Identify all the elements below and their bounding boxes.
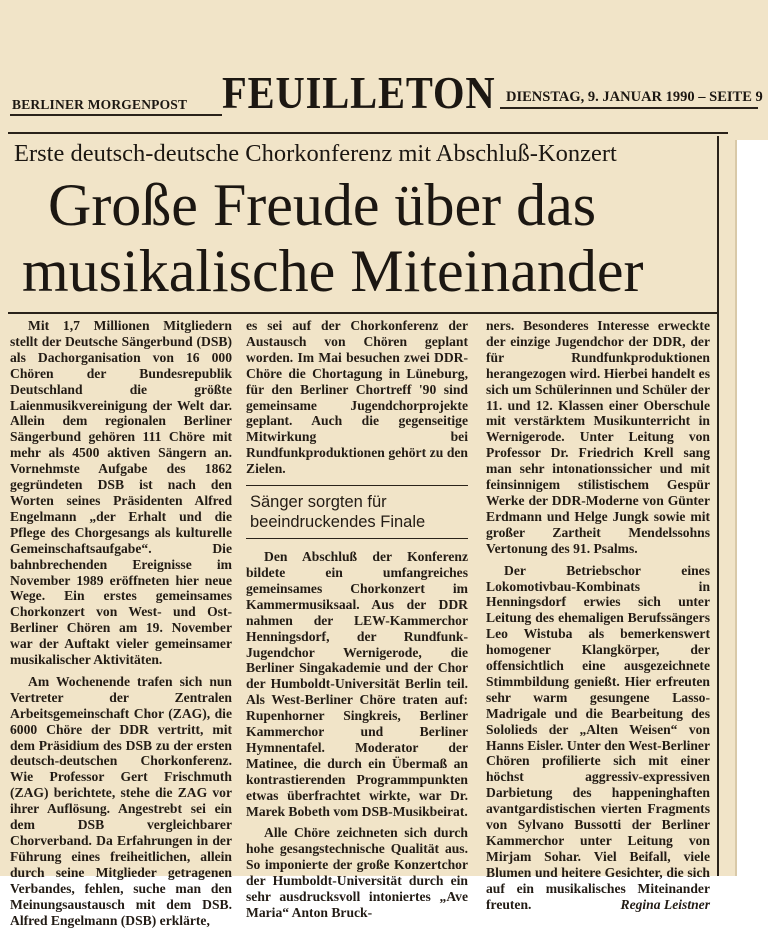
headline-rule [8,312,718,314]
kicker-line: Erste deutsch-deutsche Chorkonferenz mit Abschluß-Konzert [14,140,617,167]
clipping-edge [735,0,768,140]
paragraph [486,563,710,913]
article-column-3 [486,318,710,919]
masthead-rule-left [10,114,222,116]
headline [22,172,728,304]
paragraph: Alle Chöre zeichneten sich durch hohe gesangstechnische Qualität aus. So imponierte der große Konzertchor der Humboldt-Universität durch ein sehr ausdrucksvoll intoniertes „Ave Maria“ Anton Bruck- [246,825,468,920]
article-column-1 [10,318,232,934]
subheading: Sänger sorgten für beeindruckendes Finale [246,485,468,539]
article-column-2 [246,318,468,927]
author-byline: Regina Leistner [620,896,710,912]
paragraph-text: Der Betriebschor eines Lokomotivbau-Kombinats in Henningsdorf erwies sich unter Leitung des ehemaligen Berufssängers Leo Wistuba als bemerkenswert homogener Klangkörper, der offensichtlich eine ausgezeichnete Stimmbildung genießt. Hier erfreuten sehr warm gesungene Lasso-Madrigale und die Bearbeitung des Sololieds der „Alten Weisen“ von Hanns Eisler. Unter den West-Berliner Chören profilierte sich mit einer höchst aggressiv-expressiven Darbietung des happeninghaften avantgardistischen vierten Fragments von Sylvano Bussotti der Berliner Kammerchor unter Leitung von Mirjam Sohar. Viel Beifall, viele Blumen und heitere Gesichter, die sich auf ein musikalisches Miteinander freuten. [486,562,710,912]
date-and-page: DIENSTAG, 9. JANUAR 1990 – SEITE 9 [506,89,763,105]
newspaper-name: BERLINER MORGENPOST [12,97,188,112]
masthead-rule-right [500,107,758,109]
headline-line-2: musikalische Miteinander [22,238,644,304]
paragraph: Am Wochenende trafen sich nun Vertreter der Zentralen Arbeitsgemeinschaft Chor (ZAG), die 6000 Chöre der DDR vertritt, mit dem Präsidium des DSB zu der ersten deutsch-deutschen Chorkonferenz. Wie Professor Gert Frischmuth (ZAG) berichtete, stehe die ZAG vor ihrer Auflösung. Angestrebt sei ein dem DSB vergleichbarer Chorverband. Da Erfahrungen in der Führung eines freiheitlichen, allein durch seine Mitglieder getragenen Verbandes, fehlen, suche man den Meinungsaustausch mit dem DSB. Alfred Engelmann (DSB) erklärte, [10,673,232,928]
headline-line-1: Große Freude über das [48,172,597,238]
article-box-top [8,132,728,134]
paragraph: es sei auf der Chorkonferenz der Austausch von Chören geplant worden. Im Mai besuchen zwei DDR-Chöre die Chortagung in Lüneburg, für den Berliner Chortreff '90 sind gemeinsame Jugendchorprojekte geplant. Auch die gegenseitige Mitwirkung bei Rundfunkproduktionen gehört zu den Zielen. [246,318,468,477]
paragraph: ners. Besonderes Interesse erweckte der einzige Jugendchor der DDR, der für Rundfunkproduktionen herangezogen wird. Hierbei handelt es sich um Schülerinnen und Schüler der 11. und 12. Klassen einer Oberschule mit verstärktem Musikunterricht in Wernigerode. Unter Leitung von Professor Dr. Friedrich Krell sang man sehr intonationssicher und mit feinsinnigem stilistischem Gespür Werke der DDR-Moderne von Günter Erdmann und Helge Jungk sowie mit großer Zartheit Mendelssohns Vertonung des 91. Psalms. [486,318,710,556]
paragraph: Mit 1,7 Millionen Mitgliedern stellt der Deutsche Sängerbund (DSB) als Dachorganisation von 16 000 Chören der Bundesrepublik Deutschland die größte Laienmusikvereinigung der Welt dar. Allein dem regionalen Berliner Sängerbund gehören 111 Chöre mit mehr als 4500 aktiven Sängern an. Vornehmste Aufgabe des 1862 gegründeten DSB ist nach den Worten seines Präsidenten Alfred Engelmann „der Erhalt und die Pflege des Chorgesangs als kulturelle Gemeinschaftsaufgabe“. Die bahnbrechenden Ereignisse im November 1989 eröffneten hier neue Wege. Ein erstes gemeinsames Chorkonzert von West- und Ost-Berliner Chören am 19. November war der Auftakt vieler gemeinsamer musikalischer Aktivitäten. [10,318,232,668]
section-title: FEUILLETON [222,67,496,118]
paragraph: Den Abschluß der Konferenz bildete ein umfangreiches gemeinsames Chorkonzert im Kammermusiksaal. Aus der DDR nahmen der LEW-Kammerchor Henningsdorf, der Rundfunk-Jugendchor Wernigerode, die Berliner Singakademie und der Chor der Humboldt-Universität Berlin teil. Als West-Berliner Chöre traten auf: Rupenhorner Singkreis, Berliner Kammerchor und Berliner Hymnentafel. Moderator der Matinee, die durch ein Übermaß an kontrastierenden Programmpunkten etwas überfrachtet wirkte, war Dr. Marek Bobeth vom DSB-Musikbeirat. [246,549,468,819]
